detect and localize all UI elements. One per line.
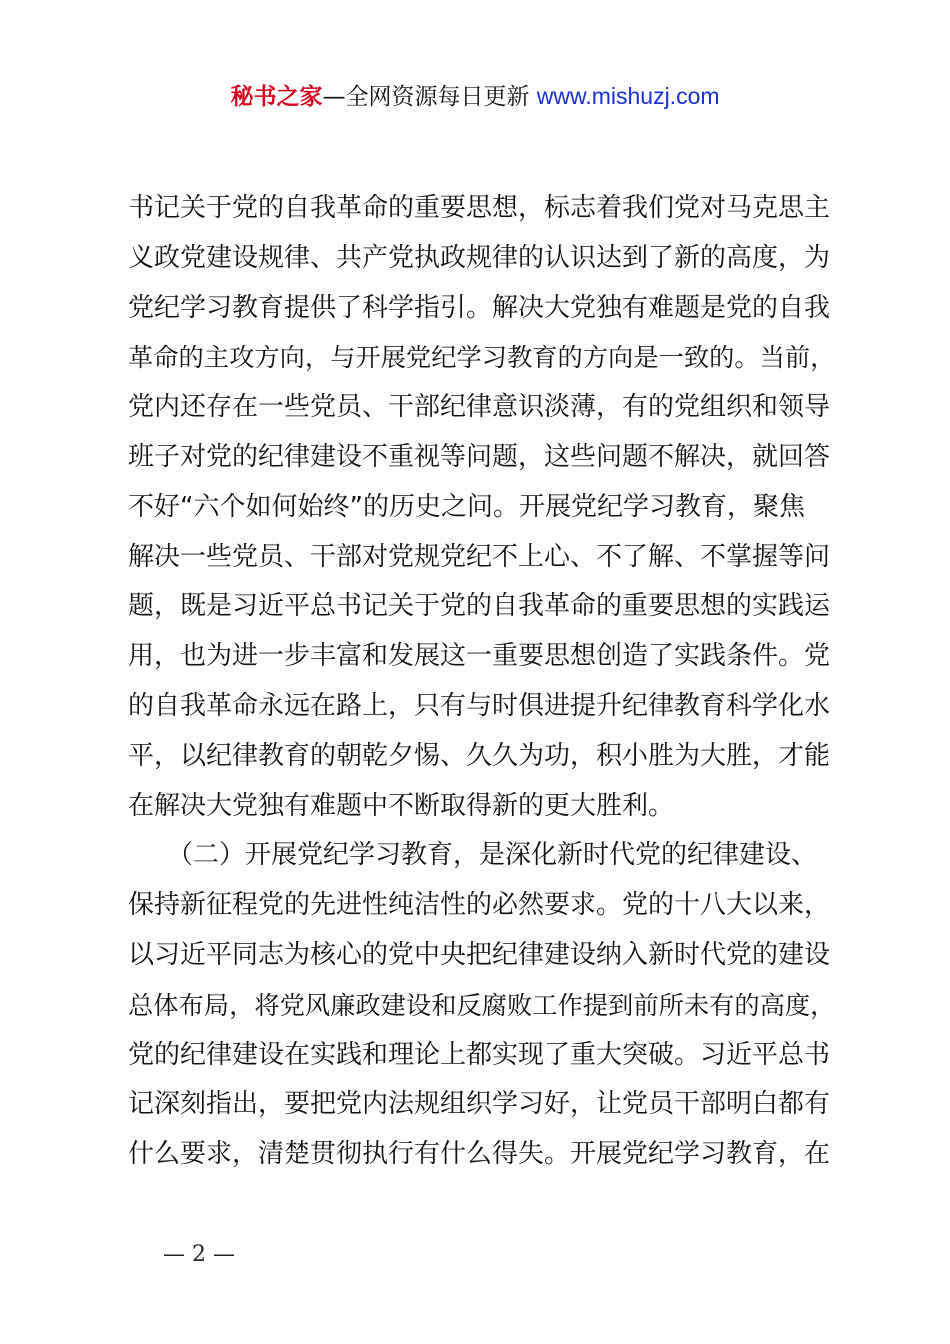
page-number: — 2 — [163, 1242, 235, 1267]
text-line: 革命的主攻方向，与开展党纪学习教育的方向是一致的。当前， [128, 343, 836, 373]
text-line: 什么要求，清楚贯彻执行有什么得失。开展党纪学习教育，在 [128, 1139, 831, 1170]
text-line: 的自我革命永远在路上，只有与时俱进提升纪律教育科学化水 [128, 690, 831, 721]
text-line: 解决一些党员、干部对党规党纪不上心、不了解、不掌握等问 [128, 541, 831, 572]
text-line: 党纪学习教育提供了科学指引。解决大党独有难题是党的自我 [128, 292, 831, 323]
header-tagline: —全网资源每日更新 [322, 84, 537, 110]
text-line: 记深刻指出，要把党内法规组织学习好，让党员干部明白都有 [128, 1089, 831, 1120]
site-url-link[interactable]: www.mishuzj.com [536, 83, 720, 109]
site-header [0, 80, 950, 113]
text-line: 不好“六个如何始终”的历史之问。开展党纪学习教育，聚焦 [128, 491, 805, 522]
text-line: 以习近平同志为核心的党中央把纪律建设纳入新时代党的建设 [128, 939, 831, 970]
text-line: 保持新征程党的先进性纯洁性的必然要求。党的十八大以来， [128, 890, 831, 921]
text-line: 义政党建设规律、共产党执政规律的认识达到了新的高度，为 [128, 242, 831, 273]
text-line: 在解决大党独有难题中不断取得新的更大胜利。 [128, 790, 675, 821]
brand-name: 秘书之家 [230, 84, 323, 110]
text-line: 平，以纪律教育的朝乾夕惕、久久为功，积小胜为大胜，才能 [128, 740, 831, 771]
text-line: 总体布局，将党风廉政建设和反腐败工作提到前所未有的高度， [128, 990, 836, 1020]
text-line: 书记关于党的自我革命的重要思想，标志着我们党对马克思主 [128, 193, 831, 223]
document-body [128, 184, 836, 1180]
text-line: 党内还存在一些党员、干部纪律意识淡薄，有的党组织和领导 [128, 392, 831, 423]
text-line: 党的纪律建设在实践和理论上都实现了重大突破。习近平总书 [128, 1039, 831, 1070]
text-line: 用，也为进一步丰富和发展这一重要思想创造了实践条件。党 [128, 641, 831, 672]
text-line: 班子对党的纪律建设不重视等问题，这些问题不解决，就回答 [128, 441, 831, 472]
text-line: 题，既是习近平总书记关于党的自我革命的重要思想的实践运 [128, 591, 831, 622]
text-line: （二）开展党纪学习教育，是深化新时代党的纪律建设、 [128, 840, 818, 871]
